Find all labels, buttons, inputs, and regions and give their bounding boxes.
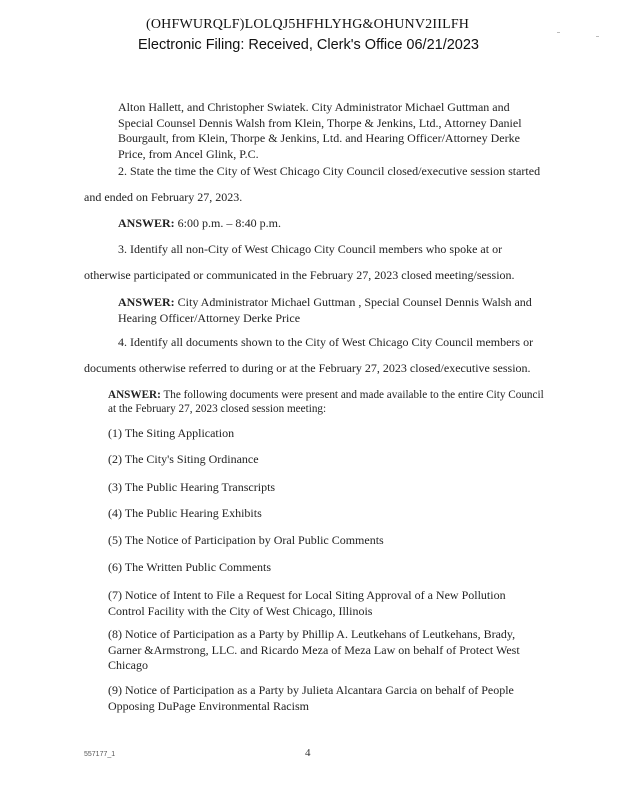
list-item: (4) The Public Hearing Exhibits <box>108 506 262 520</box>
answer-label: ANSWER: <box>118 295 175 309</box>
text-line: (9) Notice of Participation as a Party by Julieta Alcantara Garcia on behalf of People <box>108 683 514 697</box>
scan-speck <box>557 32 560 33</box>
text-line: Special Counsel Dennis Walsh from Klein, Thorpe & Jenkins, Ltd., Attorney Daniel <box>118 115 522 130</box>
list-item <box>108 588 506 619</box>
answer-label: ANSWER: <box>118 216 175 230</box>
question-2-cont <box>84 190 242 206</box>
answer-text: Hearing Officer/Attorney Derke Price <box>118 310 301 325</box>
text-line: Alton Hallett, and Christopher Swiatek. City Administrator Michael Guttman and <box>118 100 510 114</box>
question-2 <box>118 164 540 180</box>
text-line: (8) Notice of Participation as a Party by Phillip A. Leutkehans of Leutkehans, Brady, <box>108 627 516 641</box>
text-line: Opposing DuPage Environmental Racism <box>108 698 309 713</box>
document-id: 557177_1 <box>84 751 116 758</box>
answer-2 <box>118 216 281 232</box>
scan-speck <box>596 36 599 37</box>
text-line: 2. State the time the City of West Chicago City Council closed/executive session started <box>118 164 541 178</box>
answer-text: City Administrator Michael Guttman , Special Counsel Dennis Walsh and <box>174 295 532 309</box>
text-line: and ended on February 27, 2023. <box>84 190 243 204</box>
list-item: (6) The Written Public Comments <box>108 560 272 574</box>
electronic-filing-stamp: Electronic Filing: Received, Clerk's Office 06/21/2023 <box>138 37 479 53</box>
list-item: (5) The Notice of Participation by Oral Public Comments <box>108 533 384 547</box>
text-line: Control Facility with the City of West Chicago, Illinois <box>108 603 373 618</box>
text-line: otherwise participated or communicated in the February 27, 2023 closed meeting/session. <box>84 268 515 282</box>
text-line: 4. Identify all documents shown to the City of West Chicago City Council members or <box>118 335 534 349</box>
page-number: 4 <box>305 747 311 759</box>
text-line: Bourgault, from Klein, Thorpe & Jenkins, Ltd. and Hearing Officer/Attorney Derke <box>118 131 520 145</box>
answer-4 <box>108 388 544 416</box>
list-item: (2) The City's Siting Ordinance <box>108 452 259 466</box>
question-4-cont <box>84 361 531 377</box>
answer-text: The following documents were present and made available to the entire City Council <box>160 389 544 401</box>
list-item: (3) The Public Hearing Transcripts <box>108 480 276 494</box>
list-item <box>108 627 520 674</box>
answer-text: 6:00 p.m. – 8:40 p.m. <box>174 216 282 230</box>
text-line: Price, from Ancel Glink, P.C. <box>118 146 259 161</box>
text-line: Chicago <box>108 658 148 672</box>
text-line: documents otherwise referred to during or at the February 27, 2023 closed/executive session. <box>84 361 531 375</box>
paragraph-attendees <box>118 100 548 162</box>
text-line: 3. Identify all non-City of West Chicago City Council members who spoke at or <box>118 242 503 256</box>
question-3-cont <box>84 268 515 284</box>
answer-text: at the February 27, 2023 closed session meeting: <box>108 403 327 415</box>
header-garbled-text: (OHFWURQLF)LOLQJ5HFHLYHG&OHUNV2IILFH <box>146 17 470 32</box>
list-item <box>108 683 514 714</box>
question-4 <box>118 335 533 351</box>
text-line: (7) Notice of Intent to File a Request for Local Siting Approval of a New Pollution <box>108 588 506 602</box>
list-item: (1) The Siting Application <box>108 426 235 440</box>
question-3 <box>118 242 502 258</box>
text-line: Garner &Armstrong, LLC. and Ricardo Meza of Meza Law on behalf of Protect West <box>108 642 520 657</box>
answer-label: ANSWER: <box>108 389 161 401</box>
answer-3 <box>118 295 532 326</box>
